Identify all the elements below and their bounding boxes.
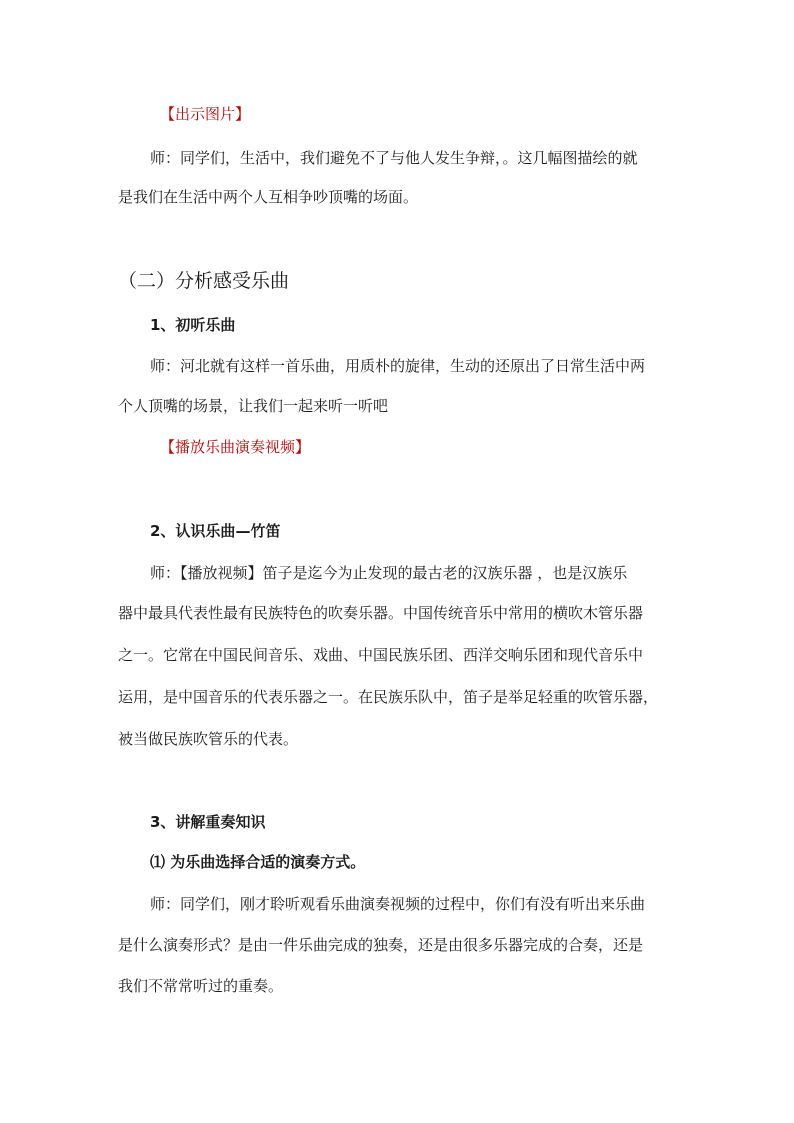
play-video-tag: 【播放乐曲演奏视频】 bbox=[160, 438, 311, 456]
item2-line-2: 器中最具代表性最有民族特色的吹奏乐器。中国传统音乐中常用的横吹木管乐器 bbox=[118, 604, 644, 622]
item3-line-1: 师：同学们，刚才聆听观看乐曲演奏视频的过程中，你们有没有听出来乐曲 bbox=[150, 895, 646, 913]
item2-line-5: 被当做民族吹管乐的代表。 bbox=[118, 730, 299, 748]
item3-line-3: 我们不常常听过的重奏。 bbox=[118, 977, 284, 995]
item2-line-4: 运用，是中国音乐的代表乐器之一。在民族乐队中，笛子是举足轻重的吹管乐器， bbox=[118, 688, 659, 706]
item2-line-3: 之一。它常在中国民间音乐、戏曲、中国民族乐团、西洋交响乐团和现代音乐中 bbox=[118, 646, 644, 664]
item3-sub-1: ⑴ 为乐曲选择合适的演奏方式。 bbox=[150, 853, 366, 871]
item2-heading: 2、认识乐曲—竹笛 bbox=[150, 522, 281, 540]
intro-line-1: 师：同学们，生活中，我们避免不了与他人发生争辩，。这几幅图描绘的就 bbox=[150, 149, 638, 167]
item2-line-1: 师：【播放视频】笛子是迄今为止发现的最古老的汉族乐器 ，也是汉族乐 bbox=[150, 564, 628, 582]
section2-heading: （二）分析感受乐曲 bbox=[118, 270, 290, 292]
intro-line-2: 是我们在生活中两个人互相争吵顶嘴的场面。 bbox=[118, 188, 419, 206]
show-picture-tag: 【出示图片】 bbox=[160, 105, 251, 123]
item3-line-2: 是什么演奏形式？是由一件乐曲完成的独奏，还是由很多乐器完成的合奏，还是 bbox=[118, 936, 644, 954]
item1-line-1: 师：河北就有这样一首乐曲，用质朴的旋律，生动的还原出了日常生活中两 bbox=[150, 357, 646, 375]
item1-line-2: 个人顶嘴的场景，让我们一起来听一听吧 bbox=[118, 397, 389, 415]
item3-heading: 3、讲解重奏知识 bbox=[150, 813, 266, 831]
item1-heading: 1、初听乐曲 bbox=[150, 316, 236, 334]
